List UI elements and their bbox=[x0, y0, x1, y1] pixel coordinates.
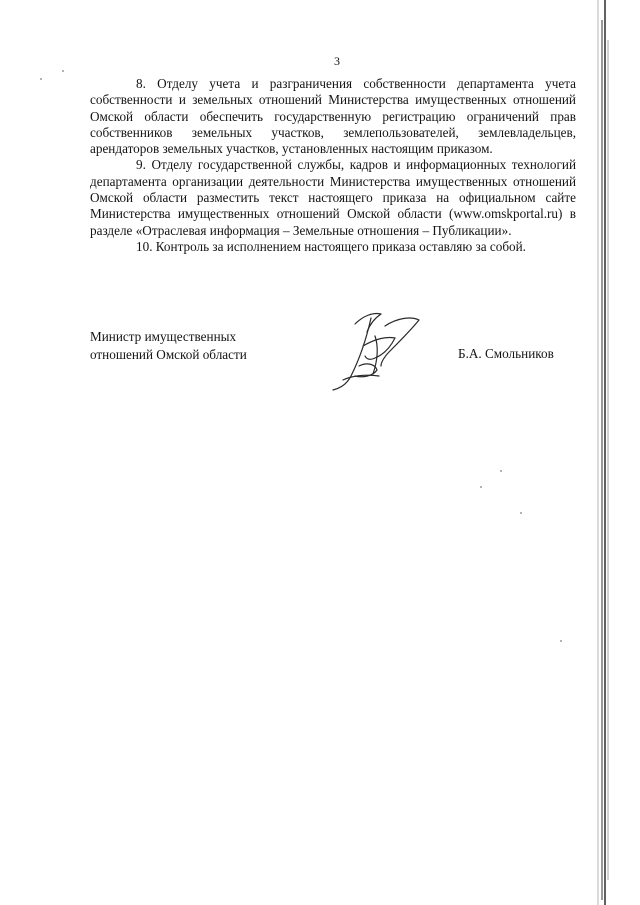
scan-speck bbox=[40, 78, 42, 80]
paragraph-8: 8. Отделу учета и разграничения собственности департамента учета собственности и земельных отношений Министерства имущественных отношений Омской области обеспечить государственную регистрацию ограничений прав собственников земельных участков, землепользователей, землевладельцев, арендаторов земельных участков, установленных настоящим приказом. bbox=[90, 76, 576, 157]
scan-speck bbox=[480, 486, 482, 488]
signatory-position-line-2: отношений Омской области bbox=[90, 347, 247, 362]
signatory-name: Б.А. Смольников bbox=[458, 346, 554, 361]
signatory-position-line-1: Министр имущественных bbox=[90, 329, 237, 344]
scan-speck bbox=[560, 640, 562, 642]
page-number: 3 bbox=[334, 54, 340, 68]
handwritten-signature bbox=[315, 306, 435, 396]
scan-speck bbox=[500, 470, 502, 472]
document-body bbox=[90, 76, 576, 255]
paragraph-9: 9. Отделу государственной службы, кадров и информационных технологий департамента организации деятельности Министерства имущественных отношений Омской области разместить текст настоящего приказа на официальном сайте Министерства имущественных отношений Омской области (www.omskportal.ru) в разделе «Отраслевая информация – Земельные отношения – Публикации». bbox=[90, 157, 576, 238]
scan-speck bbox=[62, 70, 64, 72]
signatory-position bbox=[90, 328, 247, 364]
scan-edge-lines bbox=[596, 0, 640, 905]
scan-speck bbox=[520, 512, 522, 514]
paragraph-10: 10. Контроль за исполнением настоящего приказа оставляю за собой. bbox=[136, 238, 526, 254]
